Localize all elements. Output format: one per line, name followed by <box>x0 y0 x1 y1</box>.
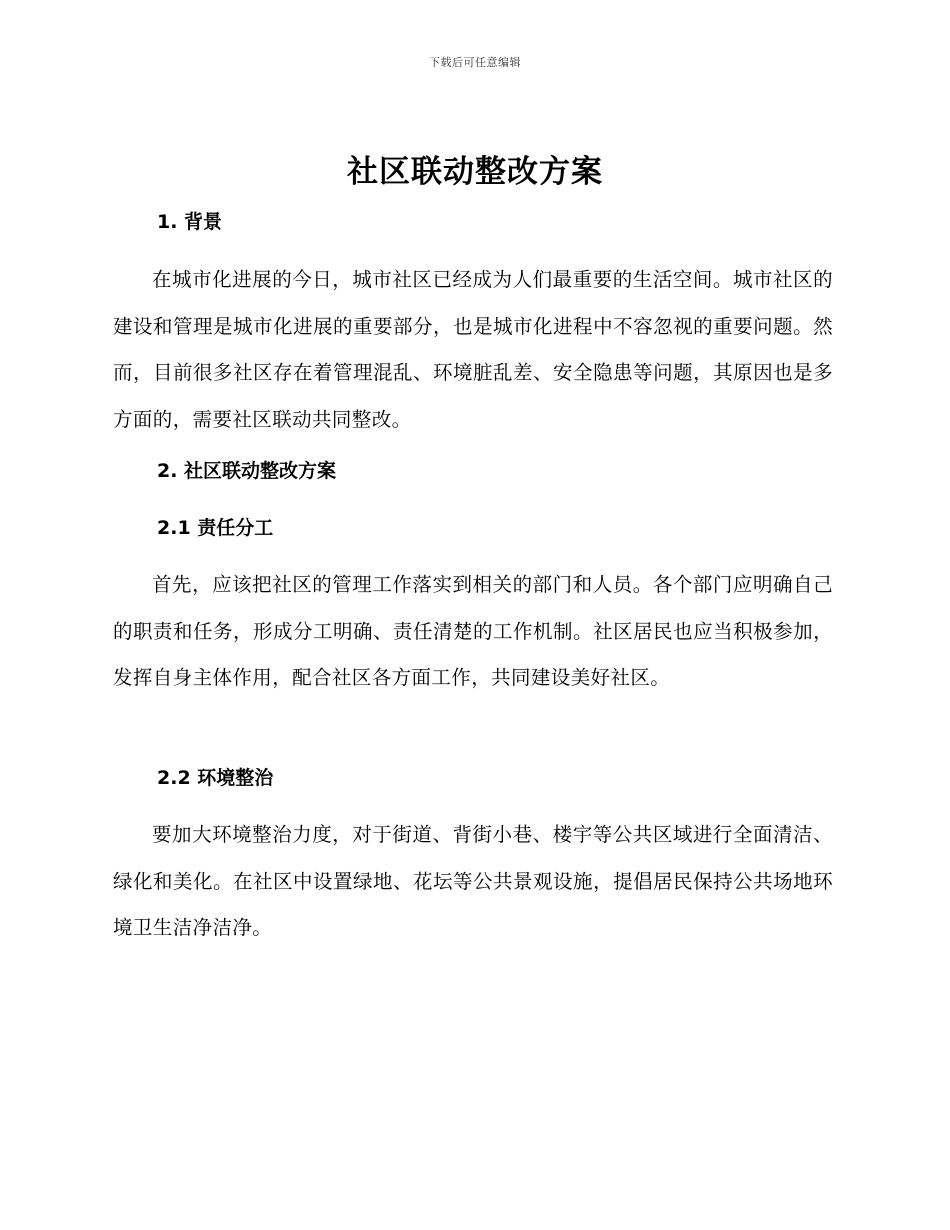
section-heading-responsibility: 2.1 责任分工 <box>157 517 274 539</box>
paragraph-environment: 要加大环境整治力度，对于街道、背街小巷、楼宇等公共区域进行全面清洁、绿化和美化。在社区中设置绿地、花坛等公共景观设施，提倡居民保持公共场地环境卫生洁净洁净。 <box>113 823 833 939</box>
document-title: 社区联动整改方案 <box>347 154 603 190</box>
header-note: 下载后可任意编辑 <box>429 56 521 69</box>
section-heading-background: 1. 背景 <box>157 211 223 233</box>
paragraph-background: 在城市化进展的今日，城市社区已经成为人们最重要的生活空间。城市社区的建设和管理是城市化进展的重要部分，也是城市化进程中不容忽视的重要问题。然而，目前很多社区存在着管理混乱、环境脏乱差、安全隐患等问题，其原因也是多方面的，需要社区联动共同整改。 <box>113 268 833 431</box>
paragraph-responsibility: 首先，应该把社区的管理工作落实到相关的部门和人员。各个部门应明确自己的职责和任务，形成分工明确、责任清楚的工作机制。社区居民也应当积极参加，发挥自身主体作用，配合社区各方面工作，共同建设美好社区。 <box>113 573 833 689</box>
section-heading-plan: 2. 社区联动整改方案 <box>157 460 337 482</box>
section-heading-environment: 2.2 环境整治 <box>157 767 274 789</box>
